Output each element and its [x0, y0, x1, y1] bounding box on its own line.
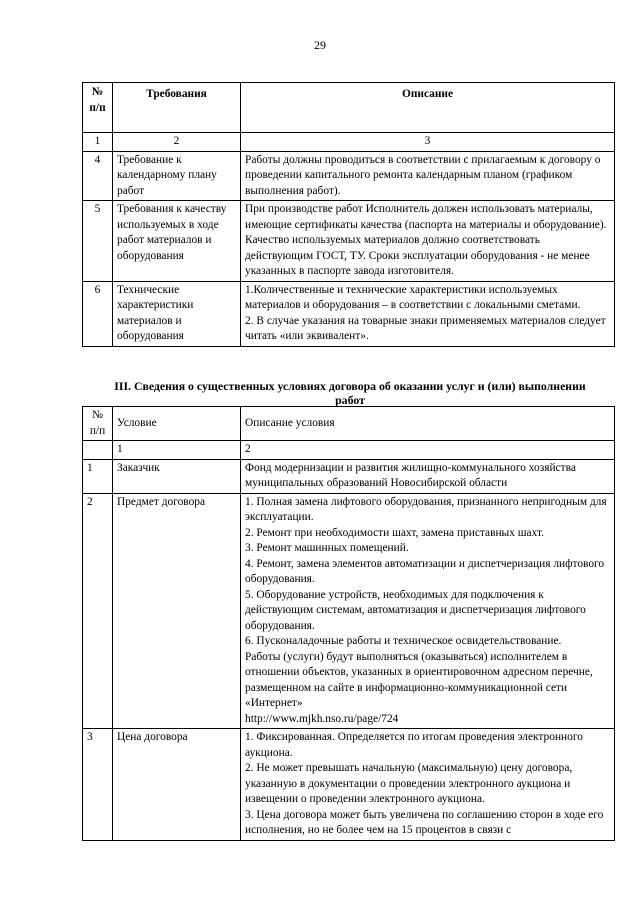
requirements-table: [82, 82, 615, 347]
url-text: http://www.mjkh.nso.ru/page/724: [245, 712, 399, 725]
header-condition-description: Описание условия: [241, 407, 615, 441]
page-number: 29: [314, 38, 326, 52]
row-description: [241, 459, 615, 493]
description-line: 5. Оборудование устройств, необходимых для подключения к действующим системам, автоматизация и диспетчеризация лифтового оборудования.: [245, 588, 586, 632]
description-line: 2. В случае указания на товарные знаки применяемых материалов следует читать «или эквивалент».: [245, 314, 606, 342]
description-line: 2. Ремонт при необходимости шахт, замена приставных шахт.: [245, 526, 544, 539]
table-row: [83, 281, 615, 346]
description-line: 4. Ремонт, замена элементов автоматизации и диспетчеризация лифтового оборудования.: [245, 557, 605, 585]
description-line: 1. Фиксированная. Определяется по итогам проведения электронного аукциона.: [245, 731, 583, 759]
row-requirement: Технические характеристики материалов и оборудования: [113, 281, 241, 346]
table-header-row: [83, 83, 615, 133]
description-line: Фонд модернизации и развития жилищно-коммунального хозяйства муниципальных образований Новосибирской области: [245, 461, 576, 489]
row-number: 1: [83, 459, 113, 493]
description-line: 1.Количественные и технические характеристики используемых материалов и оборудования – в соответствии с локальными сметами.: [245, 283, 581, 311]
description-line: 1. Полная замена лифтового оборудования, признанного непригодным для эксплуатации.: [245, 495, 607, 523]
row-number: 4: [83, 151, 113, 201]
row-number: 6: [83, 281, 113, 346]
description-line: Работы (услуги) будут выполняться (оказываться) исполнителем в отношении объектов, указанных в ориентировочном адресном перечне, размещенном на сайте в информационно-коммуникационной сети «Интернет»: [245, 650, 593, 709]
row-condition: Предмет договора: [113, 493, 241, 729]
table-index-row: [83, 133, 615, 152]
table-row: [83, 151, 615, 201]
row-description: [241, 281, 615, 346]
table-row: [83, 729, 615, 841]
header-description: Описание: [241, 83, 615, 133]
row-description: [241, 729, 615, 841]
table-index-row: [83, 441, 615, 460]
description-line: 2. Не может превышать начальную (максимальную) цену договора, указанную в документации о проведении электронного аукциона и извещении о проведении электронного аукциона.: [245, 762, 573, 805]
index-cell: 1: [113, 441, 241, 460]
index-cell: 2: [113, 133, 241, 152]
header-condition: Условие: [113, 407, 241, 441]
section-title: III. Сведения о существенных условиях договора об оказании услуг и (или) выполнении работ: [114, 379, 586, 407]
header-requirements: Требования: [113, 83, 241, 133]
table-row: [83, 459, 615, 493]
index-cell: 1: [83, 133, 113, 152]
row-condition: Заказчик: [113, 459, 241, 493]
row-number: 2: [83, 493, 113, 729]
header-num: № п/п: [83, 83, 113, 133]
description-line: 3. Цена договора может быть увеличена по соглашению сторон в ходе его исполнения, но не более чем на 15 процентов в связи с: [245, 808, 604, 836]
description-line: 6. Пусконаладочные работы и техническое освидетельствование.: [245, 635, 562, 647]
row-description: Работы должны проводиться в соответствии с прилагаемым к договору о проведении капитального ремонта календарным планом (графиком выполнения работ).: [241, 151, 615, 201]
table-row: [83, 201, 615, 282]
index-cell: 3: [241, 133, 615, 152]
row-number: 5: [83, 201, 113, 282]
contract-conditions-table: [82, 406, 615, 841]
row-description: [241, 493, 615, 729]
table-header-row: [83, 407, 615, 441]
row-number: 3: [83, 729, 113, 841]
table-row: [83, 493, 615, 729]
row-description: При производстве работ Исполнитель должен использовать материалы, имеющие сертификаты качества (паспорта на материалы и оборудование). Качество используемых материалов должно соответствовать действующим ГОСТ, ТУ. Сроки эксплуатации оборудования - не менее указанных в паспорте завода изготовителя.: [241, 201, 615, 282]
row-requirement: Требования к качеству используемых в ходе работ материалов и оборудования: [113, 201, 241, 282]
row-requirement: Требование к календарному плану работ: [113, 151, 241, 201]
index-cell: 2: [241, 441, 615, 460]
description-line: 3. Ремонт машинных помещений.: [245, 542, 409, 554]
index-cell: [83, 441, 113, 460]
row-condition: Цена договора: [113, 729, 241, 841]
header-num: № п/п: [83, 407, 113, 441]
